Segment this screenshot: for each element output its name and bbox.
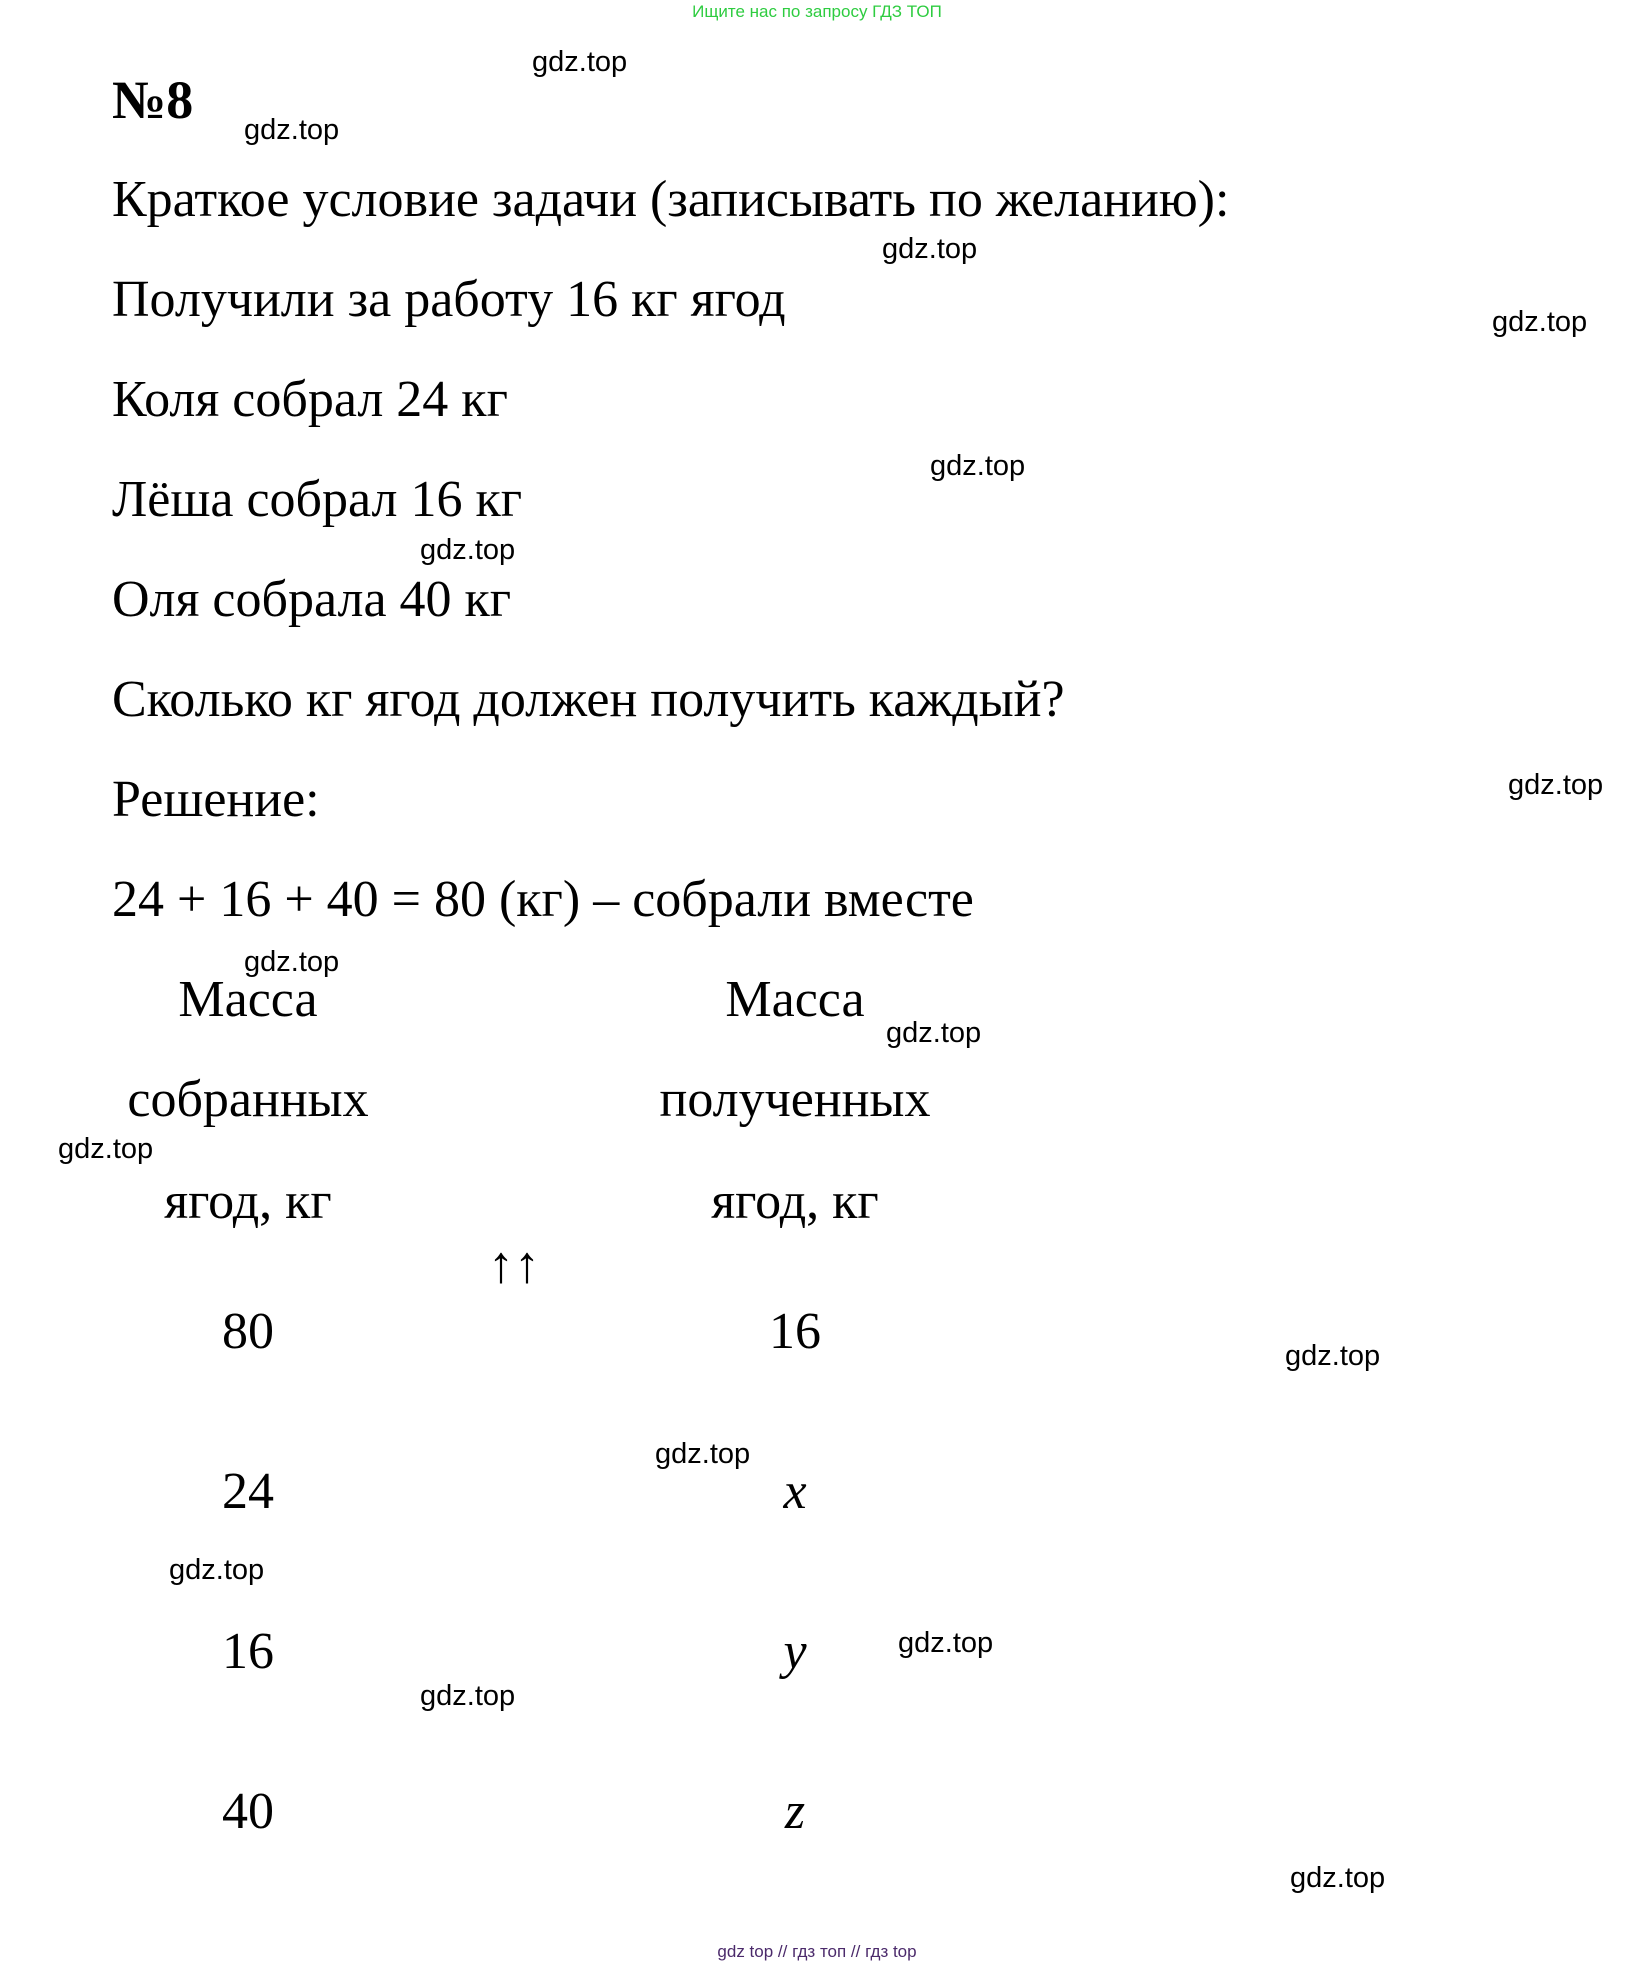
direct-proportion-arrows: ↑↑ [488,1237,540,1294]
footer[interactable]: gdz top // гдз топ // гдз top [717,1942,917,1961]
watermark: gdz.top [898,1627,994,1659]
right-value-z: z [784,1783,806,1840]
left-header-line-2: собранных [127,1071,369,1128]
watermark: gdz.top [244,114,340,146]
condition-title: Краткое условие задачи (записывать по желанию): [112,171,1230,228]
watermark: gdz.top [930,450,1026,482]
condition-received: Получили за работу 16 кг ягод [112,271,786,328]
watermark: gdz.top [244,946,340,978]
condition-lesha: Лёша собрал 16 кг [112,471,523,528]
left-value-kolya: 24 [222,1463,274,1520]
top-banner[interactable]: Ищите нас по запросу ГДЗ ТОП [692,2,942,21]
watermark: gdz.top [532,46,628,78]
watermark: gdz.top [1492,306,1588,338]
watermark: gdz.top [1290,1862,1386,1894]
left-value-olya: 40 [222,1783,274,1840]
right-value-total: 16 [769,1303,821,1360]
condition-kolya: Коля собрал 24 кг [112,371,508,428]
right-value-x: x [783,1463,807,1520]
solution-label: Решение: [112,771,320,828]
watermark: gdz.top [420,1680,516,1712]
watermark: gdz.top [420,534,516,566]
left-value-lesha: 16 [222,1623,274,1680]
left-value-total: 80 [222,1303,274,1360]
problem-number: №8 [112,70,194,130]
right-header-line-1: Масса [725,971,865,1028]
right-header-line-2: полученных [659,1071,931,1128]
condition-olya: Оля собрала 40 кг [112,571,512,628]
watermark: gdz.top [882,233,978,265]
question: Сколько кг ягод должен получить каждый? [112,671,1065,728]
watermark: gdz.top [886,1017,982,1049]
right-value-y: y [783,1623,807,1680]
watermark: gdz.top [1508,769,1604,801]
left-header-line-3: ягод, кг [164,1173,332,1230]
solution-sum: 24 + 16 + 40 = 80 (кг) – собрали вместе [112,871,974,928]
watermark: gdz.top [1285,1340,1381,1372]
left-header-line-1: Масса [178,971,318,1028]
watermark: gdz.top [58,1133,154,1165]
watermark: gdz.top [655,1438,751,1470]
right-header-line-3: ягод, кг [711,1173,879,1230]
watermark: gdz.top [169,1554,265,1586]
